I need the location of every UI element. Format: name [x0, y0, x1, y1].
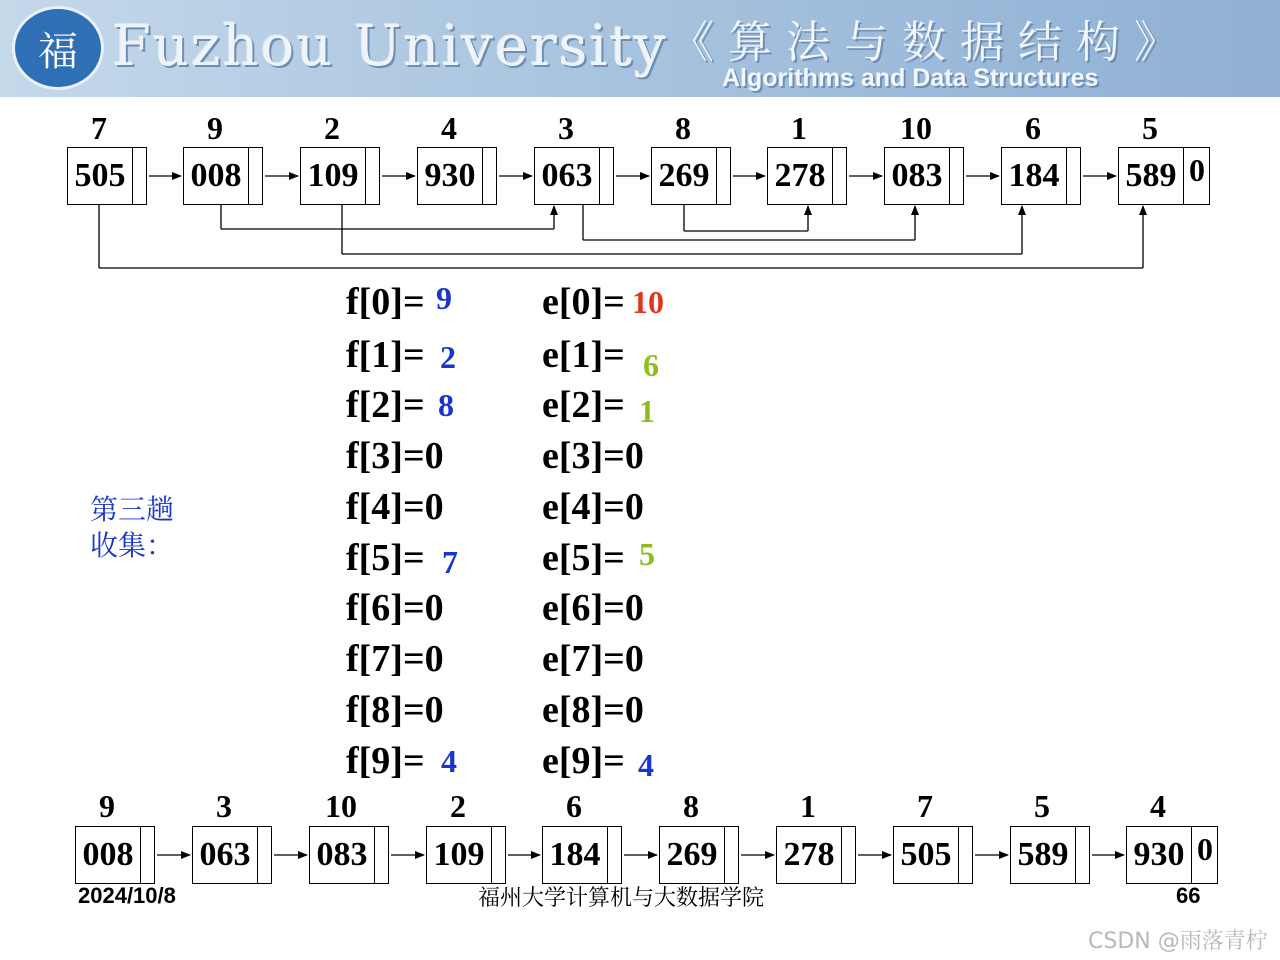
e-entry-label: e[5]= — [542, 537, 625, 579]
bottom-list-node — [893, 826, 973, 884]
top-list-node — [1118, 147, 1210, 205]
top-list-index: 9 — [207, 110, 223, 146]
node-key: 184 — [549, 836, 601, 873]
f-entry-label: f[5]= — [346, 537, 425, 579]
bottom-list-node — [776, 826, 856, 884]
f-entry-label: f[8]=0 — [346, 689, 444, 731]
node-key: 589 — [1017, 836, 1069, 873]
top-list-index: 1 — [791, 110, 807, 146]
top-list-index: 6 — [1025, 110, 1041, 146]
bottom-list-index: 2 — [450, 788, 466, 824]
top-list-index: 4 — [441, 110, 457, 146]
e-entry-value: 4 — [638, 747, 654, 783]
e-entry-label: e[0]= — [542, 281, 625, 323]
node-key: 269 — [658, 157, 710, 194]
e-entry-value: 10 — [632, 284, 664, 320]
e-entry-label: e[1]= — [542, 334, 625, 376]
e-entry-label: e[8]=0 — [542, 689, 644, 731]
bottom-list-node — [542, 826, 622, 884]
node-key: 008 — [82, 836, 134, 873]
top-list-node — [1001, 147, 1081, 205]
bottom-list-node — [1010, 826, 1090, 884]
bottom-list-index: 8 — [683, 788, 699, 824]
e-entry-value: 5 — [639, 536, 655, 572]
f-entry-value: 7 — [442, 544, 458, 580]
bottom-list-node — [192, 826, 272, 884]
top-list-node — [300, 147, 380, 205]
top-list-node — [183, 147, 263, 205]
node-key: 278 — [774, 157, 826, 194]
bottom-list-index: 5 — [1034, 788, 1050, 824]
top-list-index: 8 — [675, 110, 691, 146]
node-pointer-field — [724, 827, 741, 883]
e-entry-label: e[7]=0 — [542, 638, 644, 680]
null-pointer: 0 — [1197, 831, 1213, 867]
node-pointer-field — [1066, 148, 1083, 204]
bottom-list-index: 3 — [216, 788, 232, 824]
top-list-index: 5 — [1142, 110, 1158, 146]
node-pointer-field — [491, 827, 508, 883]
node-pointer-field — [599, 148, 616, 204]
top-list-node — [651, 147, 731, 205]
node-pointer-field — [248, 148, 265, 204]
node-pointer-field — [1075, 827, 1092, 883]
node-key: 184 — [1008, 157, 1060, 194]
footer-organization: 福州大学计算机与大数据学院 — [478, 886, 765, 911]
top-list-node — [767, 147, 847, 205]
e-entry-label: e[9]= — [542, 740, 625, 782]
f-entry-label: f[9]= — [346, 740, 425, 782]
node-pointer-field — [257, 827, 274, 883]
bottom-list-index: 6 — [566, 788, 582, 824]
node-key: 083 — [316, 836, 368, 873]
logo-glyph: 福 — [38, 28, 78, 75]
bottom-list-index: 4 — [1150, 788, 1166, 824]
e-entry-label: e[2]= — [542, 384, 625, 426]
null-pointer: 0 — [1189, 152, 1205, 188]
footer-date: 2024/10/8 — [78, 883, 176, 908]
node-key: 505 — [900, 836, 952, 873]
node-pointer-field — [716, 148, 733, 204]
watermark: CSDN @雨落青柠 — [1088, 929, 1268, 954]
page-number: 66 — [1176, 883, 1201, 908]
f-entry-value: 9 — [436, 280, 452, 316]
f-entry-label: f[1]= — [346, 334, 425, 376]
e-entry-label: e[6]=0 — [542, 587, 644, 629]
f-entry-value: 2 — [440, 339, 456, 375]
top-list-node — [884, 147, 964, 205]
bottom-list-index: 7 — [917, 788, 933, 824]
top-list-index: 7 — [91, 110, 107, 146]
node-pointer-field — [841, 827, 858, 883]
node-key: 589 — [1125, 157, 1177, 194]
node-key: 278 — [783, 836, 835, 873]
bottom-list-node — [75, 826, 155, 884]
e-entry-value: 6 — [643, 347, 659, 383]
bottom-list-index: 10 — [325, 788, 357, 824]
top-list-index: 2 — [324, 110, 340, 146]
bottom-list-node — [426, 826, 506, 884]
node-pointer-field — [374, 827, 391, 883]
node-pointer-field — [482, 148, 499, 204]
bottom-list-index: 1 — [800, 788, 816, 824]
node-key: 269 — [666, 836, 718, 873]
e-entry-label: e[4]=0 — [542, 486, 644, 528]
node-key: 063 — [199, 836, 251, 873]
node-pointer-field — [132, 148, 149, 204]
node-key: 930 — [1133, 836, 1185, 873]
node-key: 930 — [424, 157, 476, 194]
node-key: 008 — [190, 157, 242, 194]
bottom-list-node — [659, 826, 739, 884]
node-pointer-field — [140, 827, 157, 883]
top-list-node — [417, 147, 497, 205]
f-entry-value: 8 — [438, 387, 454, 423]
top-list-node — [534, 147, 614, 205]
f-entry-label: f[3]=0 — [346, 435, 444, 477]
node-pointer-field — [949, 148, 966, 204]
top-list-index: 3 — [558, 110, 574, 146]
bottom-list-node — [1126, 826, 1218, 884]
node-key: 063 — [541, 157, 593, 194]
f-entry-label: f[7]=0 — [346, 638, 444, 680]
f-entry-label: f[4]=0 — [346, 486, 444, 528]
node-key: 109 — [433, 836, 485, 873]
node-key: 083 — [891, 157, 943, 194]
top-list-index: 10 — [900, 110, 932, 146]
f-entry-label: f[0]= — [346, 281, 425, 323]
node-pointer-field — [607, 827, 624, 883]
node-key: 109 — [307, 157, 359, 194]
node-pointer-field — [365, 148, 382, 204]
f-entry-value: 4 — [441, 743, 457, 779]
node-pointer-field — [832, 148, 849, 204]
top-list-node — [67, 147, 147, 205]
bottom-list-index: 9 — [99, 788, 115, 824]
f-entry-label: f[6]=0 — [346, 587, 444, 629]
e-entry-label: e[3]=0 — [542, 435, 644, 477]
e-entry-value: 1 — [639, 393, 655, 429]
f-entry-label: f[2]= — [346, 384, 425, 426]
bottom-list-node — [309, 826, 389, 884]
node-key: 505 — [74, 157, 126, 194]
university-name: Fuzhou University — [112, 14, 668, 79]
course-title-cn: 《算法与数据结构》 — [670, 17, 1192, 68]
pass-label: 第三趟 收集： — [90, 493, 175, 562]
course-title-en: Algorithms and Data Structures — [722, 64, 1099, 92]
node-pointer-field — [958, 827, 975, 883]
